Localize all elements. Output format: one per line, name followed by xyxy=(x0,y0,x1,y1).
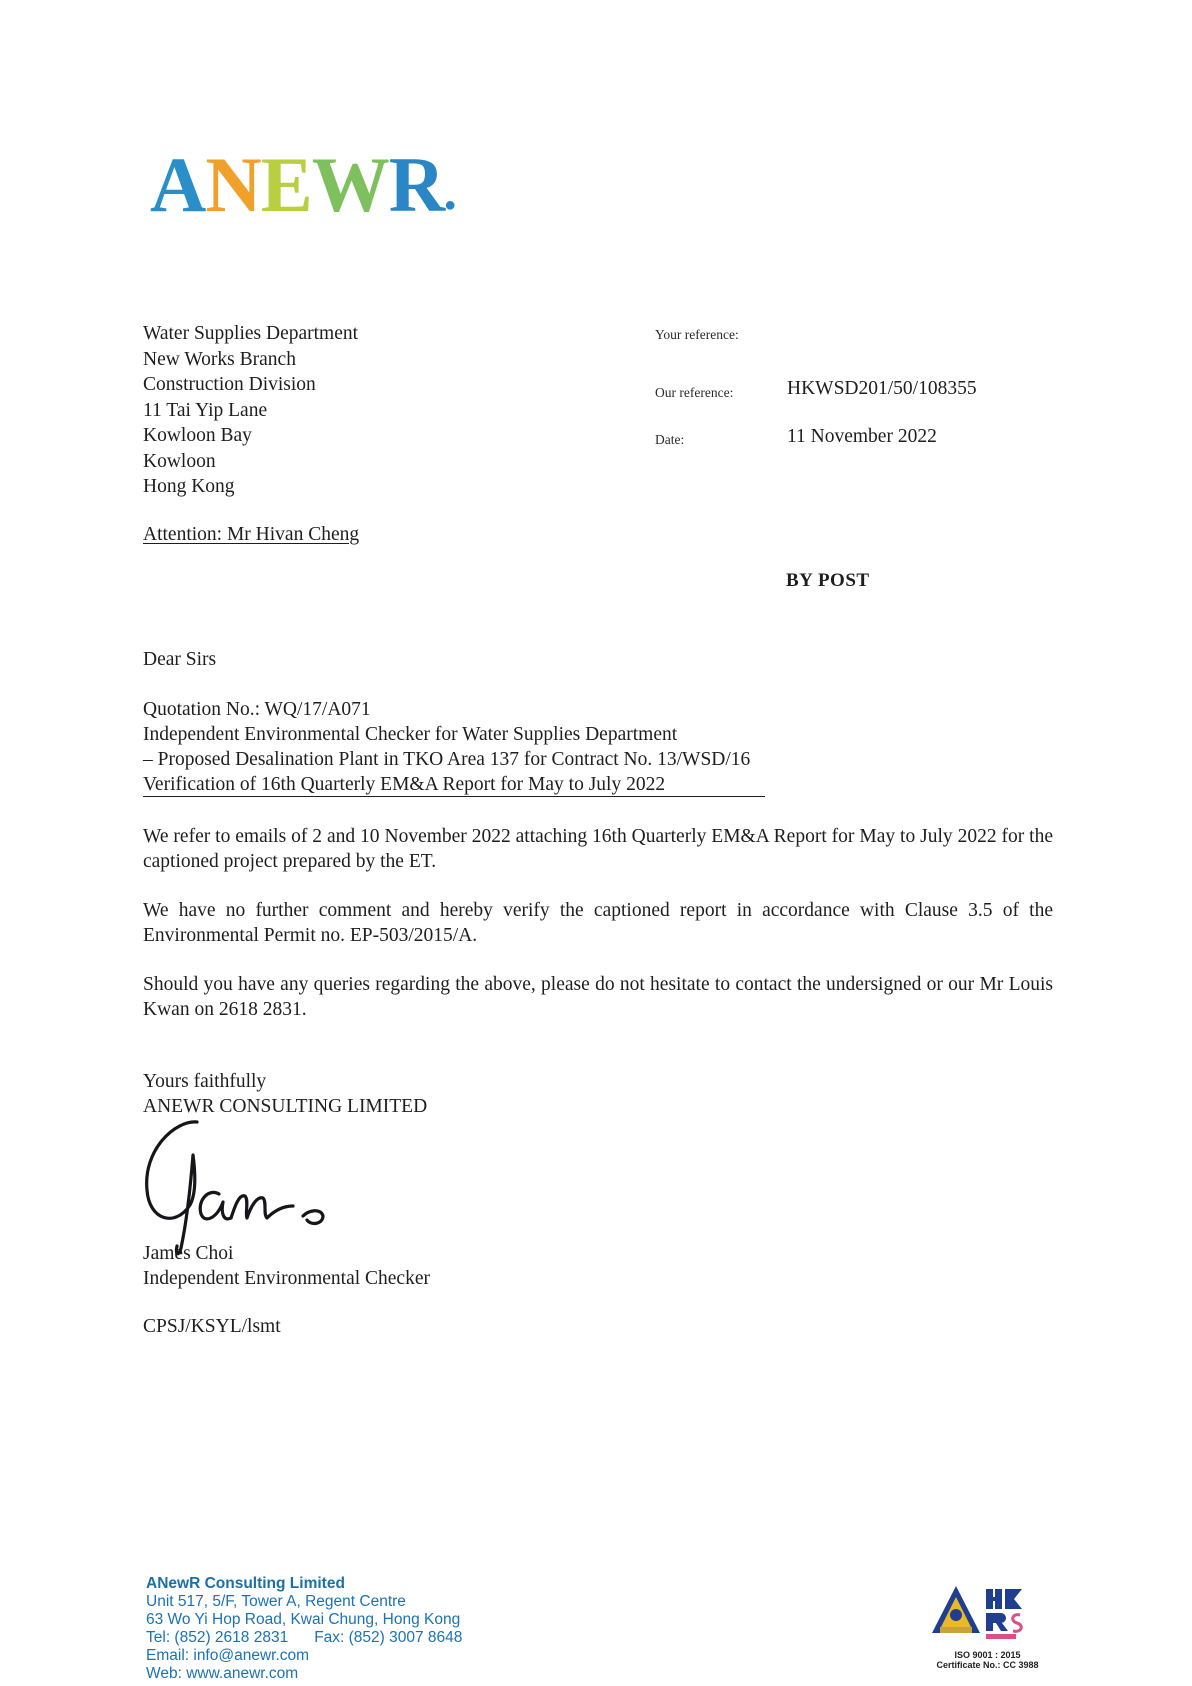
recipient-line: Water Supplies Department xyxy=(143,323,359,344)
certification-logo-icon xyxy=(930,1583,1045,1645)
footer-web: Web: www.anewr.com xyxy=(146,1665,299,1682)
recipient-line: Kowloon Bay xyxy=(143,425,252,446)
logo-letter-r: R xyxy=(388,141,445,228)
our-reference-value: HKWSD201/50/108355 xyxy=(787,378,977,399)
recipient-line: Construction Division xyxy=(143,374,316,395)
recipient-line: Hong Kong xyxy=(143,476,235,497)
subject-line: – Proposed Desalination Plant in TKO Area 137 for Contract No. 13/WSD/16 xyxy=(143,749,751,770)
footer-address: Unit 517, 5/F, Tower A, Regent Centre xyxy=(146,1593,406,1610)
footer-address: 63 Wo Yi Hop Road, Kwai Chung, Hong Kong xyxy=(146,1611,461,1628)
valediction: Yours faithfully xyxy=(143,1071,267,1092)
iso-standard: ISO 9001 : 2015 xyxy=(954,1650,1021,1660)
logo-letter-e: E xyxy=(260,141,312,228)
your-reference-label: Your reference: xyxy=(655,327,739,342)
certificate-number: Certificate No.: CC 3988 xyxy=(936,1660,1039,1670)
footer-contact xyxy=(146,1575,462,1683)
salutation: Dear Sirs xyxy=(143,649,217,670)
subject-line: Independent Environmental Checker for Water Supplies Department xyxy=(143,724,678,745)
company-logo xyxy=(150,141,456,228)
recipient-line: Kowloon xyxy=(143,450,216,472)
signer-name: James Choi xyxy=(143,1243,234,1264)
subject-underlined-line: Verification of 16th Quarterly EM&A Report for May to July 2022 xyxy=(143,774,765,797)
date-value: 11 November 2022 xyxy=(787,426,937,447)
body-paragraph: We have no further comment and hereby verify the captioned report in accordance with Clause 3.5 of the Environmental Permit no. EP-503/2015/A. xyxy=(143,900,1053,946)
recipient-line: New Works Branch xyxy=(143,348,296,370)
file-reference: CPSJ/KSYL/lsmt xyxy=(143,1316,281,1337)
subject-line: Quotation No.: WQ/17/A071 xyxy=(143,699,371,720)
body-paragraph: Should you have any queries regarding the above, please do not hesitate to contact the undersigned or our Mr Louis Kwan on 2618 2831. xyxy=(143,974,1053,1020)
closing-company: ANEWR CONSULTING LIMITED xyxy=(143,1096,428,1117)
footer-company: ANewR Consulting Limited xyxy=(146,1575,345,1592)
logo-letter-a: A xyxy=(150,141,206,228)
date-label: Date: xyxy=(655,432,685,447)
delivery-method: BY POST xyxy=(786,570,870,591)
certification-mark xyxy=(930,1583,1045,1670)
our-reference-label: Our reference: xyxy=(655,385,734,400)
handwritten-signature xyxy=(135,1110,395,1260)
logo-dot: ● xyxy=(444,194,456,216)
logo-letter-w: W xyxy=(311,141,389,228)
footer-fax: Fax: (852) 3007 8648 xyxy=(314,1629,463,1646)
recipient-address xyxy=(143,321,358,500)
footer-tel: Tel: (852) 2618 2831 xyxy=(146,1629,289,1646)
signer-block xyxy=(143,1241,430,1291)
attention-line: Attention: Mr Hivan Cheng xyxy=(143,524,360,545)
subject-block xyxy=(143,697,765,797)
signer-title: Independent Environmental Checker xyxy=(143,1268,430,1289)
footer-email: Email: info@anewr.com xyxy=(146,1647,310,1664)
logo-letter-n: N xyxy=(205,141,261,228)
recipient-line: 11 Tai Yip Lane xyxy=(143,399,268,421)
body-paragraph: We refer to emails of 2 and 10 November 2022 attaching 16th Quarterly EM&A Report for May to July 2022 for the captioned project prepared by the ET. xyxy=(143,826,1053,872)
